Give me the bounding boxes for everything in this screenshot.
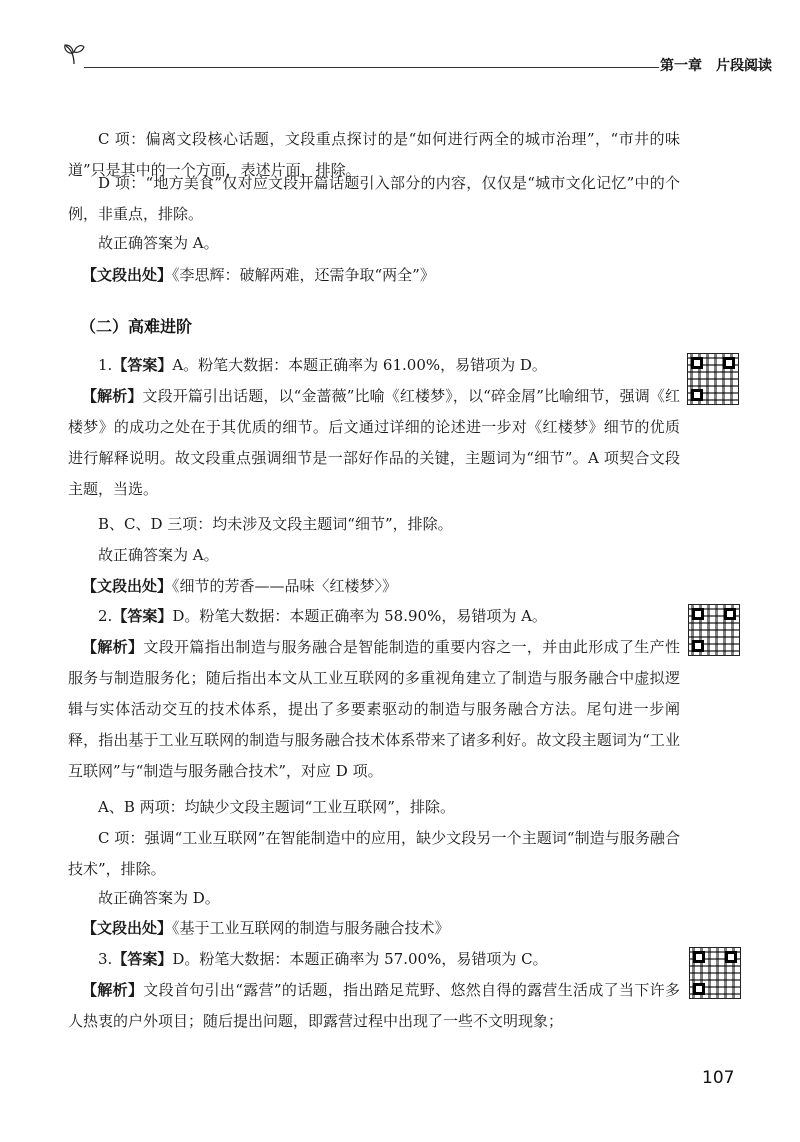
q2-c: C 项：强调“工业互联网”在智能制造中的应用，缺少文段另一个主题词“制造与服务融合技术”，排除。 <box>68 829 680 878</box>
q1-bcd: B、C、D 三项：均未涉及文段主题词“细节”，排除。 <box>98 515 453 533</box>
q1-source-tag: 【文段出处】 <box>82 577 173 595</box>
q3-answer <box>68 944 680 975</box>
option-d-explanation: D 项：“地方美食”仅对应文段开篇话题引入部分的内容，仅仅是“城市文化记忆”中的个例，非重点，排除。 <box>68 174 680 223</box>
q3-qr-code[interactable] <box>689 947 741 999</box>
q2-source-tag: 【文段出处】 <box>82 919 173 937</box>
correct-answer-prev: 故正确答案为 A。 <box>98 234 219 252</box>
chapter-title: 第一章 片段阅读 <box>660 58 772 74</box>
q3-number: 3. <box>98 950 113 968</box>
q2-qr-code[interactable] <box>688 604 740 656</box>
section-heading: （二）高难进阶 <box>80 317 193 336</box>
q3-analysis-text: 文段首句引出“露营”的话题，指出踏足荒野、悠然自得的露营生活成了当下许多人热衷的户外项目；随后提出问题，即露营过程中出现了一些不文明现象； <box>68 981 680 1030</box>
source-text: 《李思辉：破解两难，还需争取“两全”》 <box>172 266 435 284</box>
source-tag: 【文段出处】 <box>82 266 173 284</box>
option-c-explanation: C 项：偏离文段核心话题，文段重点探讨的是“如何进行两全的城市治理”，“市井的味道”只是其中的一个方面，表述片面，排除。 <box>68 130 680 179</box>
q1-answer-text: A。粉笔大数据：本题正确率为 61.00%，易错项为 D。 <box>172 356 547 374</box>
q1-source-text: 《细节的芳香——品味〈红楼梦〉》 <box>172 577 398 595</box>
q2-answer-text: D。粉笔大数据：本题正确率为 58.90%，易错项为 A。 <box>172 607 547 625</box>
q2-number: 2. <box>98 607 113 625</box>
q3-answer-text: D。粉笔大数据：本题正确率为 57.00%，易错项为 C。 <box>172 950 548 968</box>
q1-correct: 故正确答案为 A。 <box>98 546 219 564</box>
q1-source <box>68 571 680 602</box>
q2-ab: A、B 两项：均缺少文段主题词“工业互联网”，排除。 <box>98 798 455 816</box>
page-number: 107 <box>702 1068 735 1088</box>
q3-analysis <box>68 975 680 1037</box>
q2-answer-tag: 【答案】 <box>112 607 173 625</box>
q2-analysis-text: 文段开篇指出制造与服务融合是智能制造的重要内容之一，并由此形成了生产性服务与制造服务化；随后指出本文从工业互联网的多重视角建立了制造与服务融合中虚拟逻辑与实体活动交互的技术体系，提出了多要素驱动的制造与服务融合方法。尾句进一步阐释，指出基于工业互联网的制造与服务融合技术体系带来了诸多利好。故文段主题词为“工业互联网”与“制造与服务融合技术”，对应 D 项。 <box>68 638 680 780</box>
source-prev <box>68 260 680 291</box>
q1-qr-code[interactable] <box>687 353 739 405</box>
q1-analysis-text: 文段开篇引出话题，以“金蔷薇”比喻《红楼梦》，以“碎金屑”比喻细节，强调《红楼梦》的成功之处在于其优质的细节。后文通过详细的论述进一步对《红楼梦》细节的优质进行解释说明。故文段重点强调细节是一部好作品的关键，主题词为“细节”。A 项契合文段主题，当选。 <box>68 387 680 498</box>
q1-answer <box>68 350 680 381</box>
q3-answer-tag: 【答案】 <box>112 950 173 968</box>
q1-analysis <box>68 381 680 505</box>
q2-analysis-tag: 【解析】 <box>82 638 144 656</box>
q3-analysis-tag: 【解析】 <box>82 981 144 999</box>
header-rule <box>84 67 659 68</box>
q2-source-text: 《基于工业互联网的制造与服务融合技术》 <box>172 919 450 937</box>
page-header <box>62 40 772 80</box>
leaf-icon <box>62 40 86 66</box>
header-rule-right <box>740 67 762 68</box>
q1-answer-tag: 【答案】 <box>112 356 173 374</box>
q2-correct: 故正确答案为 D。 <box>98 889 220 907</box>
q2-source <box>68 913 680 944</box>
q1-analysis-tag: 【解析】 <box>82 387 143 405</box>
q2-answer <box>68 601 680 632</box>
q2-analysis <box>68 632 680 787</box>
q1-number: 1. <box>98 356 113 374</box>
